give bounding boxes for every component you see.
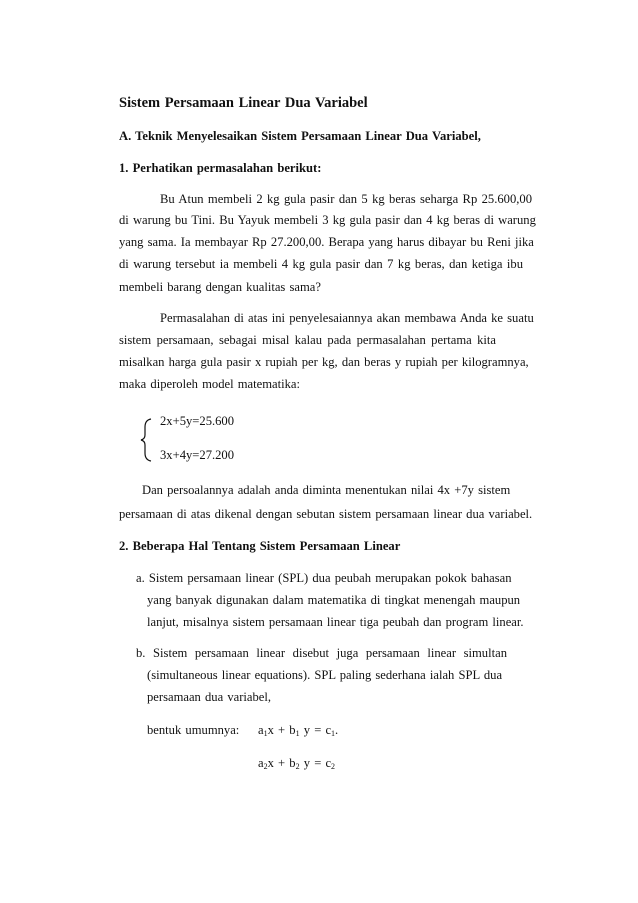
- list-item-b-line: b. Sistem persamaan linear disebut juga persamaan linear simultan: [136, 646, 507, 660]
- list-item-b-line: persamaan dua variabel,: [147, 690, 272, 704]
- paragraph-line: sistem persamaan, sebagai misal kalau pada permasalahan pertama kita: [119, 333, 496, 347]
- equation-1: 2x+5y=25.600: [160, 414, 235, 428]
- section-2-heading: 2. Beberapa Hal Tentang Sistem Persamaan Linear: [119, 539, 401, 553]
- paragraph-line: persamaan di atas dikenal dengan sebutan sistem persamaan linear dua variabel.: [119, 507, 533, 521]
- general-form-label: bentuk umumnya:: [147, 723, 240, 737]
- list-item-a-line: yang banyak digunakan dalam matematika di tingkat menengah maupun: [147, 593, 521, 607]
- paragraph-line: di warung bu Tini. Bu Yayuk membeli 3 kg gula pasir dan 4 kg beras di warung: [119, 213, 536, 227]
- equation-2: 3x+4y=27.200: [160, 448, 235, 462]
- paragraph-line: yang sama. Ia membayar Rp 27.200,00. Berapa yang harus dibayar bu Reni jika: [119, 235, 534, 249]
- list-item-a-line: lanjut, misalnya sistem persamaan linear tiga peubah dan program linear.: [147, 615, 524, 629]
- paragraph-line: di warung tersebut ia membeli 4 kg gula pasir dan 7 kg beras, dan ketiga ibu: [119, 257, 523, 271]
- general-equation-2: $a_2x + b_2$ $y = c_2$: [258, 756, 336, 771]
- paragraph-line: Bu Atun membeli 2 kg gula pasir dan 5 kg beras seharga Rp 25.600,00: [160, 192, 532, 206]
- paragraph-line: Dan persoalannya adalah anda diminta menentukan nilai 4x +7y sistem: [142, 483, 511, 497]
- general-equation-1: $a_1x + b_1$ $y = c_1$.: [258, 723, 339, 738]
- list-item-a-line: a. Sistem persamaan linear (SPL) dua peubah merupakan pokok bahasan: [136, 571, 512, 585]
- section-a-heading: A. Teknik Menyelesaikan Sistem Persamaan Linear Dua Variabel,: [119, 129, 481, 143]
- subsection-1-heading: 1. Perhatikan permasalahan berikut:: [119, 161, 322, 175]
- paragraph-line: maka diperoleh model matematika:: [119, 377, 300, 391]
- page-title: Sistem Persamaan Linear Dua Variabel: [119, 95, 368, 111]
- paragraph-line: Permasalahan di atas ini penyelesaiannya akan membawa Anda ke suatu: [160, 311, 534, 325]
- list-item-b-line: (simultaneous linear equations). SPL paling sederhana ialah SPL dua: [147, 668, 503, 682]
- paragraph-line: membeli barang dengan kualitas sama?: [119, 280, 321, 294]
- paragraph-line: misalkan harga gula pasir x rupiah per kg, dan beras y rupiah per kilogramnya,: [119, 355, 529, 369]
- curly-brace-icon: [139, 418, 153, 462]
